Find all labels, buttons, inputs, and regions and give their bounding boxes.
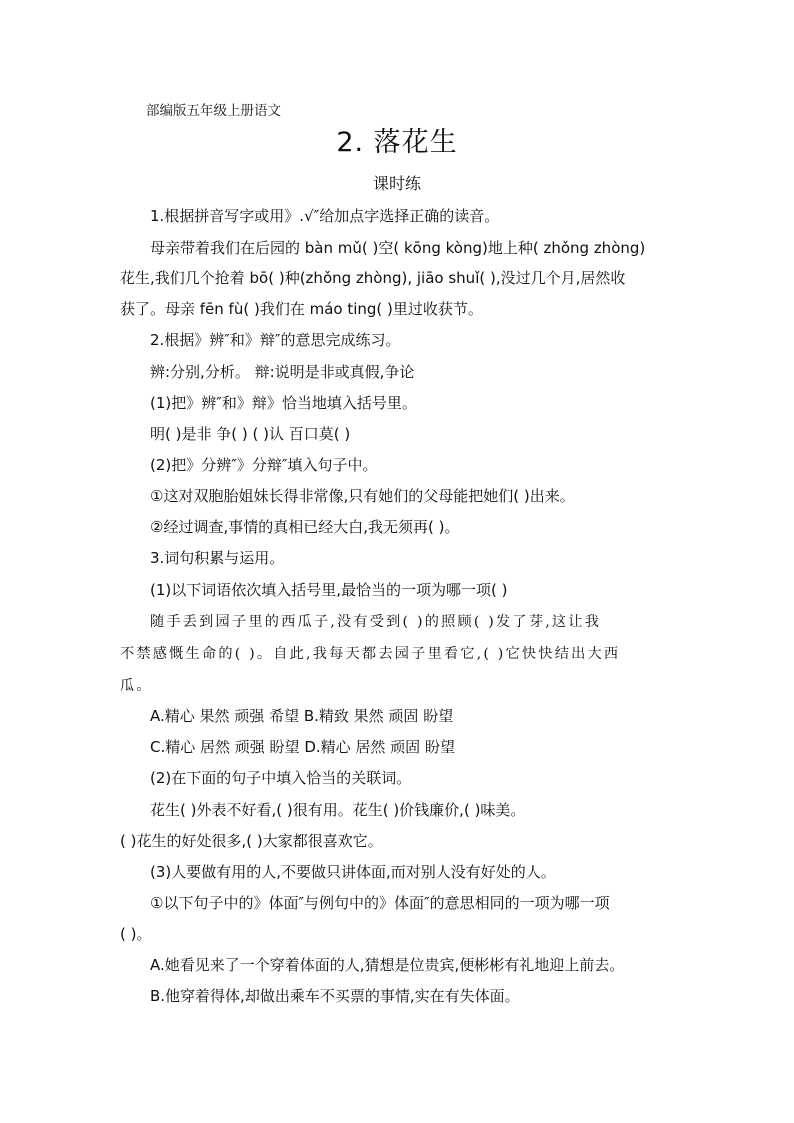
question-2-part-1-blanks: 明( )是非 争( ) ( )认 百口莫( ) [150,425,351,443]
question-3-part-3-example: (3)人要做有用的人,不要做只讲体面,而对别人没有好处的人。 [150,863,556,881]
question-1-text-line-3: 获了。母亲 fēn fù( )我们在 máo ting( )里过收获节。 [120,300,483,318]
question-3-prompt: 3.词句积累与运用。 [150,549,285,567]
question-3-options-ab: A.精心 果然 顽强 希望 B.精致 果然 顽固 盼望 [150,707,454,725]
question-2-part-1-prompt: (1)把》辨″和》辩》恰当地填入括号里。 [150,394,417,412]
question-3-part-3-option-b: B.他穿着得体,却做出乘车不买票的事情,实在有失体面。 [150,987,520,1005]
page-title: 2. 落花生 [336,127,458,158]
question-1-prompt: 1.根据拼音写字或用》.√″给加点字选择正确的读音。 [150,207,500,225]
question-2-definitions: 辨:分别,分析。 辩:说明是非或真假,争论 [150,363,415,381]
question-3-part-2-sentence-2: ( )花生的好处很多,( )大家都很喜欢它。 [120,832,383,850]
question-3-options-cd: C.精心 居然 顽强 盼望 D.精心 居然 顽固 盼望 [150,738,455,756]
question-2-part-2-sentence-1: ①这对双胞胎姐妹长得非常像,只有她们的父母能把她们( )出来。 [150,487,575,505]
question-3-part-3-option-a: A.她看见来了一个穿着体面的人,猜想是位贵宾,便彬彬有礼地迎上前去。 [150,956,625,974]
question-3-passage-line-2: 不禁感慨生命的( )。自此,我每天都去园子里看它,( )它快快结出大西 [120,646,621,662]
question-1-text-line-2: 花生,我们几个抢着 bō( )种(zhǒng zhòng), jiāo shuǐ( ),没过几个月,居然收 [120,269,626,287]
header-note: 部编版五年级上册语文 [146,103,281,119]
question-3-part-3-prompt: ①以下句子中的》体面″与例句中的》体面″的意思相同的一项为哪一项 [150,894,610,912]
question-1-text-line-1: 母亲带着我们在后园的 bàn mǔ( )空( kōng kòng)地上种( zhǒng zhòng) [150,239,646,257]
question-3-part-1-prompt: (1)以下词语依次填入括号里,最恰当的一项为哪一项( ) [150,581,508,599]
question-2-prompt: 2.根据》辨″和》辩″的意思完成练习。 [150,331,401,349]
question-2-part-2-prompt: (2)把》分辨″》分辩″填入句子中。 [150,456,378,474]
page-subtitle: 课时练 [372,174,421,193]
question-3-passage-line-3: 瓜。 [120,678,153,694]
question-3-part-2-prompt: (2)在下面的句子中填入恰当的关联词。 [150,769,412,787]
question-3-part-3-answer-blank: ( )。 [120,925,152,943]
question-2-part-2-sentence-2: ②经过调查,事情的真相已经大白,我无须再( )。 [150,518,460,536]
question-3-part-2-sentence-1: 花生( )外表不好看,( )很有用。花生( )价钱廉价,( )味美。 [150,801,526,819]
question-3-passage-line-1: 随手丢到园子里的西瓜子,没有受到( )的照顾( )发了芽,这让我 [150,614,602,630]
